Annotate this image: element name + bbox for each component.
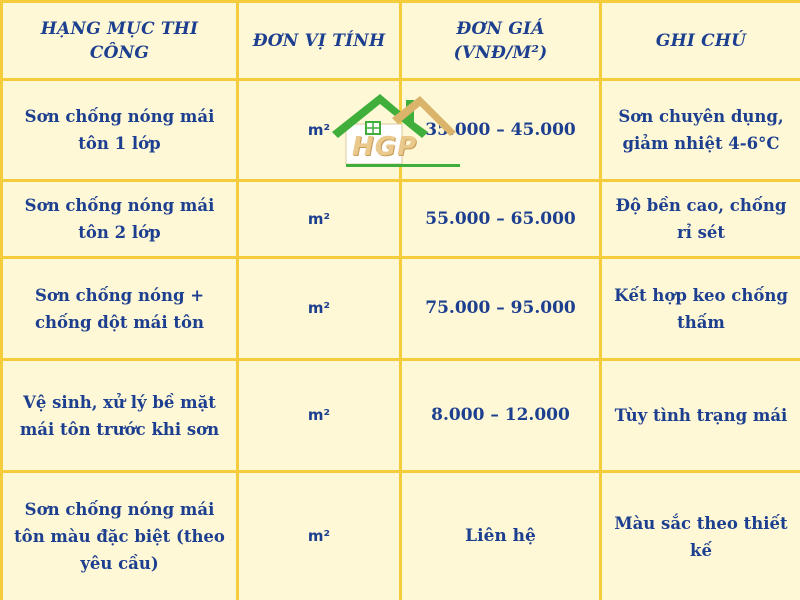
house-logo-icon <box>332 92 460 170</box>
unit-cell: m² <box>238 360 401 472</box>
item-cell: Sơn chống nóng mái tôn 1 lớp <box>2 80 238 181</box>
note-cell: Tùy tình trạng mái <box>601 360 800 472</box>
item-cell: Sơn chống nóng mái tôn 2 lớp <box>2 181 238 258</box>
note-cell: Kết hợp keo chống thấm <box>601 258 800 360</box>
item-cell: Sơn chống nóng + chống dột mái tôn <box>2 258 238 360</box>
table-row <box>2 181 800 258</box>
table-row <box>2 472 800 600</box>
price-cell: 35.000 – 45.000 <box>401 80 601 181</box>
unit-cell: m² <box>238 472 401 600</box>
header-unit: ĐƠN VỊ TÍNH <box>238 2 401 80</box>
item-cell: Vệ sinh, xử lý bề mặt mái tôn trước khi sơn <box>2 360 238 472</box>
unit-cell: m² <box>238 80 401 181</box>
unit-cell: m² <box>238 258 401 360</box>
price-cell: 8.000 – 12.000 <box>401 360 601 472</box>
note-cell: Sơn chuyên dụng, giảm nhiệt 4-6°C <box>601 80 800 181</box>
price-cell: 55.000 – 65.000 <box>401 181 601 258</box>
note-cell: Màu sắc theo thiết kế <box>601 472 800 600</box>
note-cell: Độ bền cao, chống rỉ sét <box>601 181 800 258</box>
table-header-row <box>2 2 800 80</box>
header-item: HẠNG MỤC THI CÔNG <box>2 2 238 80</box>
logo-text: HGP <box>352 132 418 162</box>
price-cell: Liên hệ <box>401 472 601 600</box>
price-cell: 75.000 – 95.000 <box>401 258 601 360</box>
table-row <box>2 360 800 472</box>
header-price: ĐƠN GIÁ (VNĐ/M²) <box>401 2 601 80</box>
item-cell: Sơn chống nóng mái tôn màu đặc biệt (theo yêu cầu) <box>2 472 238 600</box>
table-row <box>2 258 800 360</box>
header-note: GHI CHÚ <box>601 2 800 80</box>
unit-cell: m² <box>238 181 401 258</box>
